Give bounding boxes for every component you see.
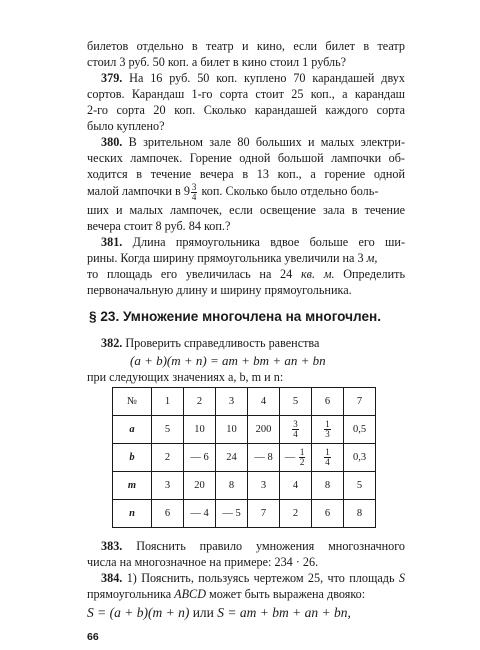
problem-382-line <box>101 335 405 351</box>
table-cell: 8 <box>344 500 376 528</box>
variable-label: a <box>113 416 152 444</box>
table-cell: 24 <box>216 444 248 472</box>
table-cell: 10 <box>184 416 216 444</box>
table-cell: 20 <box>184 472 216 500</box>
mixed-number-whole: 9 <box>183 184 190 198</box>
problem-number: 383. <box>101 539 123 553</box>
table-cell <box>312 416 344 444</box>
table-header-row <box>113 388 376 416</box>
text-line: при следующих значениях a, b, m и n: <box>87 370 284 384</box>
text-line: сортов. Карандаш 1-го сорта стоит 25 коп., а карандаш <box>87 87 405 101</box>
text-line <box>87 250 405 266</box>
fraction: $\frac{1}{4}$ <box>325 447 330 467</box>
table-cell: — 5 <box>216 500 248 528</box>
text-line: вечера стоит 8 руб. 84 коп.? <box>87 219 231 233</box>
table-cell: 3 <box>152 472 184 500</box>
text-line: то площадь его увеличилась на 24 кв. м. Определить <box>87 267 405 281</box>
table-cell: 5 <box>344 472 376 500</box>
table-header-cell: 5 <box>280 388 312 416</box>
table-cell: — 4 <box>184 500 216 528</box>
table-row <box>113 500 376 528</box>
text-line: стоил 3 руб. 50 коп. а билет в кино стоил 1 рубль? <box>87 55 347 69</box>
problem-380-line <box>101 134 405 150</box>
text-line: первоначальную длину и ширину прямоугольника. <box>87 283 352 297</box>
table-cell: 7 <box>248 500 280 528</box>
text-line: ших и малых лампочек, если освещение зала в течение <box>87 203 405 217</box>
table-cell <box>280 416 312 444</box>
table-cell: 200 <box>248 416 280 444</box>
text-segment: или <box>192 605 214 620</box>
table-cell: — 6 <box>184 444 216 472</box>
variable-label: b <box>113 444 152 472</box>
table-header-cell: № <box>113 388 152 416</box>
section-heading: § 23. Умножение многочлена на многочлен. <box>89 309 382 324</box>
text-segment: малой лампочки в <box>87 184 181 198</box>
table-cell: 3 <box>248 472 280 500</box>
problem-number: 380. <box>101 135 123 149</box>
table-row <box>113 444 376 472</box>
text-line: 1) Пояснить, пользуясь чертежом 25, что площадь <box>126 571 395 585</box>
table-header-cell: 1 <box>152 388 184 416</box>
table-cell: 0,5 <box>344 416 376 444</box>
table-row <box>113 472 376 500</box>
text-line: числа на многозначное на примере: 234 · 26. <box>87 555 319 569</box>
problem-379-line <box>101 70 405 86</box>
table-row <box>113 416 376 444</box>
table-cell: 10 <box>216 416 248 444</box>
text-line: ходится в течение вечера в 13 коп., а горение одной <box>87 167 405 181</box>
text-line: билетов отдельно в театр и кино, если билет в театр <box>87 39 405 53</box>
text-line: было куплено? <box>87 119 165 133</box>
table-header-cell: 6 <box>312 388 344 416</box>
problem-381-line <box>101 234 405 250</box>
unit: м, <box>366 251 378 265</box>
table-cell: 6 <box>152 500 184 528</box>
text-segment: коп. Сколько было отдельно боль- <box>201 184 379 198</box>
variable-label: m <box>113 472 152 500</box>
problem-384-line <box>101 570 405 586</box>
text-line: Проверить справедливость равенства <box>125 336 320 350</box>
equation <box>87 605 351 621</box>
problem-383-line <box>101 538 405 554</box>
problem-number: 382. <box>101 336 123 350</box>
table-header-cell: 2 <box>184 388 216 416</box>
table-cell: 0,3 <box>344 444 376 472</box>
text-line: На 16 руб. 50 коп. куплено 70 карандашей двух <box>129 71 405 85</box>
table-header-cell: 4 <box>248 388 280 416</box>
text-line: 2-го сорта 20 коп. Сколько карандашей каждого сорта <box>87 103 405 117</box>
fraction <box>191 183 198 202</box>
table-cell: 2 <box>152 444 184 472</box>
text-segment: рины. Когда ширину прямоугольника увеличили на 3 <box>87 251 364 265</box>
problem-number: 384. <box>101 571 123 585</box>
variable-label: n <box>113 500 152 528</box>
table-cell: 8 <box>312 472 344 500</box>
table-header-cell: 3 <box>216 388 248 416</box>
values-table <box>112 387 376 528</box>
text-line: Пояснить правило умножения многозначного <box>136 539 406 553</box>
table-cell: 6 <box>312 500 344 528</box>
fraction: $\frac{3}{4}$ <box>293 419 298 439</box>
rectangle-name: ABCD <box>174 587 206 601</box>
table-cell: 8 <box>216 472 248 500</box>
text-line <box>87 586 405 602</box>
fraction-denominator: 4 <box>191 191 197 202</box>
text-segment: может быть выражена двояко: <box>209 587 366 601</box>
table-cell: — 8 <box>248 444 280 472</box>
text-line: ческих лампочек. Горение одной большой лампочки об- <box>87 151 405 165</box>
formula-right: S = am + bm + an + bn, <box>217 605 351 620</box>
problem-number: 381. <box>101 235 123 249</box>
table-cell: — $\frac{1}{2}$ <box>280 444 312 472</box>
text-segment: прямоугольника <box>87 587 172 601</box>
text-line-with-fraction <box>87 180 405 202</box>
variable: S <box>398 571 405 585</box>
text-line: В зрительном зале 80 больших и малых электри- <box>128 135 406 149</box>
problem-number: 379. <box>101 71 123 85</box>
equation: (a + b)(m + n) = am + bm + an + bn <box>130 353 326 368</box>
fraction: $\frac{1}{2}$ <box>299 447 305 467</box>
fraction-numerator: 3 <box>191 181 197 192</box>
page-number: 66 <box>87 631 99 643</box>
fraction: $\frac{1}{3}$ <box>325 419 330 439</box>
text-line: Длина прямоугольника вдвое больше его ши- <box>132 235 406 249</box>
table-cell: 2 <box>280 500 312 528</box>
formula-left: S = (a + b)(m + n) <box>87 605 190 620</box>
table-cell: 4 <box>280 472 312 500</box>
table-cell <box>312 444 344 472</box>
table-header-cell: 7 <box>344 388 376 416</box>
table-cell: 5 <box>152 416 184 444</box>
